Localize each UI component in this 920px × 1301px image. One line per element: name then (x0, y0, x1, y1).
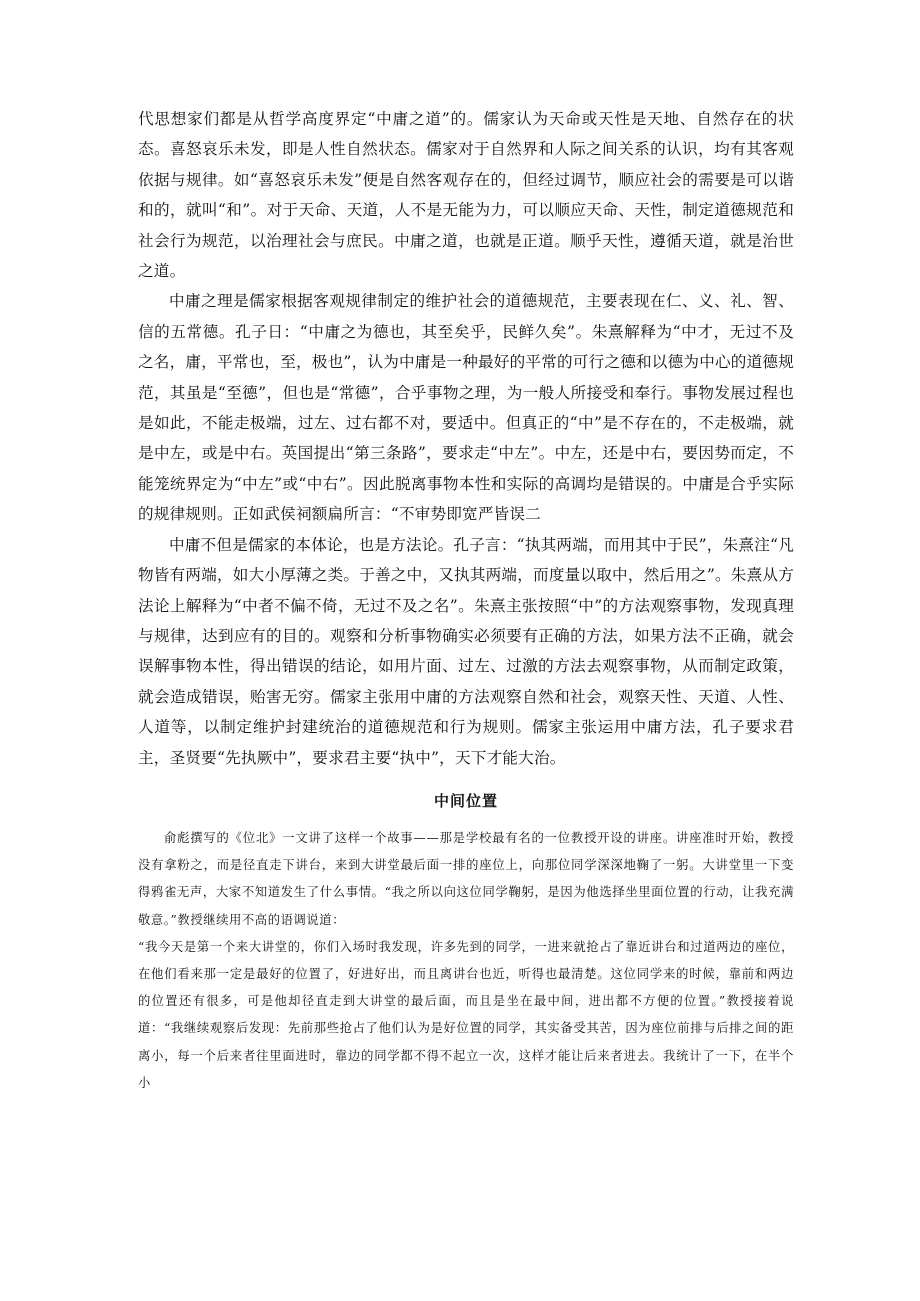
body-paragraph-3: 中庸不但是儒家的本体论，也是方法论。孔子言：“执其两端，而用其中于民”，朱熹注“凡物皆有两端，如大小厚薄之类。于善之中，又执其两端，而度量以取中，然后用之”。朱熹从方法论上解释为“中者不偏不倚，无过不及之名”。朱熹主张按照“中”的方法观察事物，发现真理与规律，达到应有的目的。观察和分析事物确实必须要有正确的方法，如果方法不正确，就会误解事物本性，得出错误的结论，如用片面、过左、过激的方法去观察事物，从而制定政策，就会造成错误，贻害无穷。儒家主张用中庸的方法观察自然和社会，观察天性、天道、人性、人道等，以制定维护封建统治的道德规范和行为规则。儒家主张运用中庸方法，孔子要求君主，圣贤要“先执厥中”，要求君主要“执中”，天下才能大治。 (138, 535, 794, 767)
body-paragraph-1: 代思想家们都是从哲学高度界定“中庸之道”的。儒家认为天命或天性是天地、自然存在的状态。喜怒哀乐未发，即是人性自然状态。儒家对于自然界和人际之间关系的认识，均有其客观依据与规律。如“喜怒哀乐未发”便是自然客观存在的，但经过调节，顺应社会的需要是可以谐和的，就叫“和”。对于天命、天道，人不是无能为力，可以顺应天命、天性，制定道德规范和社会行为规范，以治理社会与庶民。中庸之道，也就是正道。顺乎天性，遵循天道，就是治世之道。 (138, 110, 794, 281)
document-page (138, 104, 794, 1097)
story-paragraph-2: “我今天是第一个来大讲堂的，你们入场时我发现，许多先到的同学，一进来就抢占了靠近讲台和过道两边的座位，在他们看来那一定是最好的位置了，好进好出，而且离讲台也近，听得也最清楚。这位同学来的时候，靠前和两边的位置还有很多，可是他却径直走到大讲堂的最后面，而且是坐在最中间，进出都不方便的位置。”教授接着说道：“我继续观察后发现：先前那些抢占了他们认为是好位置的同学，其实备受其苦，因为座位前排与后排之间的距离小，每一个后来者往里面进时，靠边的同学都不得不起立一次，这样才能让后来者进去。我统计了一下，在半个小 (138, 939, 794, 1090)
section-title: 中间位置 (433, 791, 498, 810)
story-paragraph-1: 俞彪撰写的《位北》一文讲了这样一个故事——那是学校最有名的一位教授开设的讲座。讲座准时开始，教授没有拿粉之，而是径直走下讲台，来到大讲堂最后面一排的座位上，向那位同学深深地鞠了一躬。大讲堂里一下变得鸦雀无声，大家不知道发生了什么事情。“我之所以向这位同学鞠躬，是因为他选择坐里面位置的行动，让我充满敬意。”教授继续用不高的语调说道： (138, 830, 794, 927)
body-paragraph-2: 中庸之理是儒家根据客观规律制定的维护社会的道德规范，主要表现在仁、义、礼、智、信的五常德。孔子日：“中庸之为德也，其至矣乎，民鲜久矣”。朱熹解释为“中才，无过不及之名，庸，平常也，至，极也”，认为中庸是一种最好的平常的可行之德和以德为中心的道德规范，其虽是“至德”，但也是“常德”，合乎事物之理，为一般人所接受和奉行。事物发展过程也是如此，不能走极端，过左、过右都不对，要适中。但真正的“中”是不存在的，不走极端，就是中左，或是中右。英国提出“第三条路”，要求走“中左”。中左，还是中右，要因势而定，不能笼统界定为“中左”或“中右”。因此脱离事物本性和实际的高调均是错误的。中庸是合乎实际的规律规则。正如武侯祠额扁所言：“不审势即宽严皆误二 (138, 292, 794, 524)
